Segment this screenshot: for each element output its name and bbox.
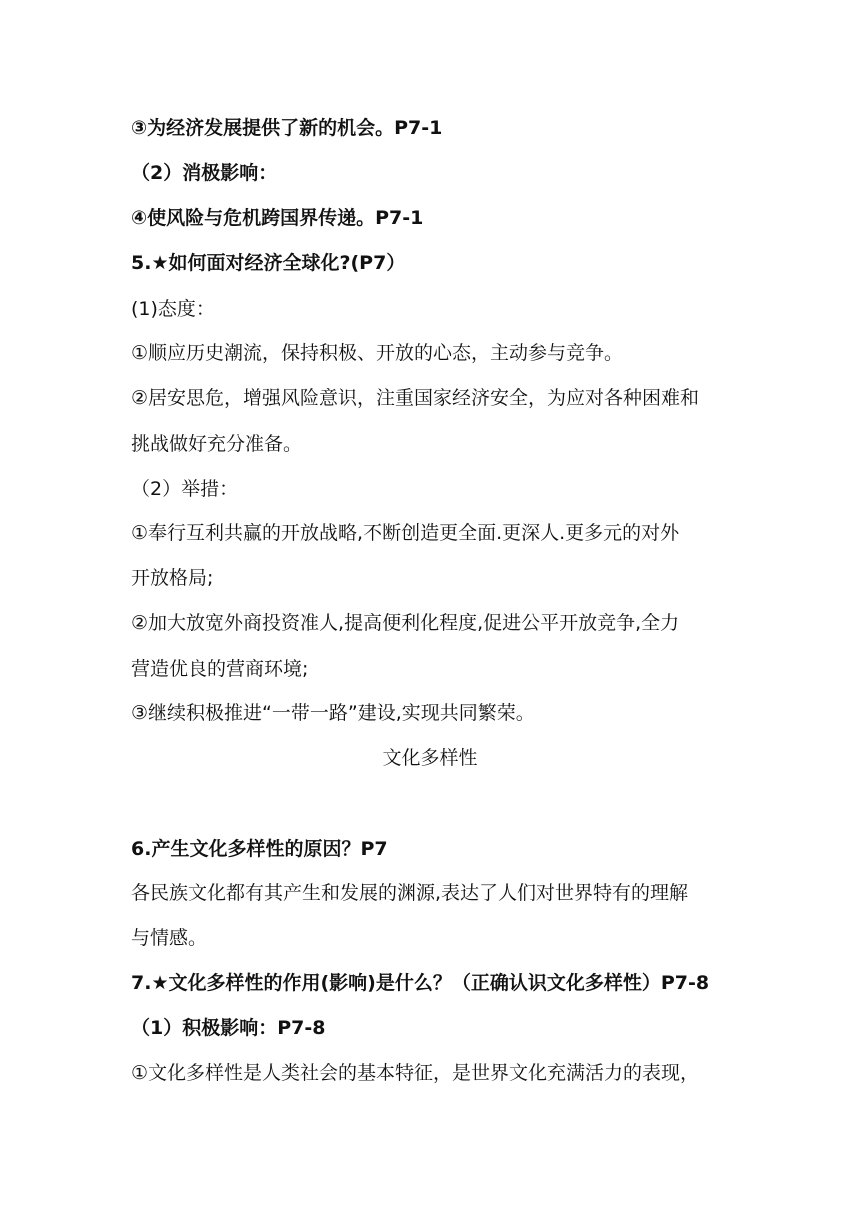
text-line: ①奉行互利共赢的开放战略,不断创造更全面.更深人.更多元的对外 bbox=[131, 522, 680, 544]
text-line: （2）举措： bbox=[131, 478, 239, 500]
text-line: (1)态度： bbox=[131, 298, 215, 320]
text-line: ②加大放宽外商投资准人,提高便利化程度,促进公平开放竞争,全力 bbox=[131, 612, 680, 634]
text-line: ③继续积极推进“一带一路”建设,实现共同繁荣。 bbox=[131, 702, 535, 724]
text-line: 6.产生文化多样性的原因？P7 bbox=[131, 838, 388, 860]
text-line: （1）积极影响：P7-8 bbox=[131, 1017, 326, 1039]
section-title: 文化多样性 bbox=[382, 747, 478, 769]
text-line: 7.★文化多样性的作用(影响)是什么？（正确认识文化多样性）P7-8 bbox=[131, 972, 710, 994]
text-line: ④使风险与危机跨国界传递。P7-1 bbox=[131, 207, 424, 229]
text-line: ①文化多样性是人类社会的基本特征，是世界文化充满活力的表现， bbox=[131, 1062, 700, 1084]
text-line: 挑战做好充分准备。 bbox=[131, 433, 303, 455]
text-line: 各民族文化都有其产生和发展的渊源,表达了人们对世界特有的理解 bbox=[131, 882, 689, 904]
text-line: 与情感。 bbox=[131, 927, 208, 949]
text-line: ②居安思危，增强风险意识，注重国家经济安全，为应对各种困难和 bbox=[131, 387, 700, 409]
text-line: 开放格局; bbox=[131, 567, 214, 589]
text-line: ③为经济发展提供了新的机会。P7-1 bbox=[131, 117, 443, 139]
text-line: （2）消极影响： bbox=[131, 162, 278, 184]
text-line: 营造优良的营商环境; bbox=[131, 658, 309, 680]
text-line: ①顺应历史潮流，保持积极、开放的心态，主动参与竞争。 bbox=[131, 342, 624, 364]
text-line: 5.★如何面对经济全球化?(P7） bbox=[131, 252, 406, 274]
